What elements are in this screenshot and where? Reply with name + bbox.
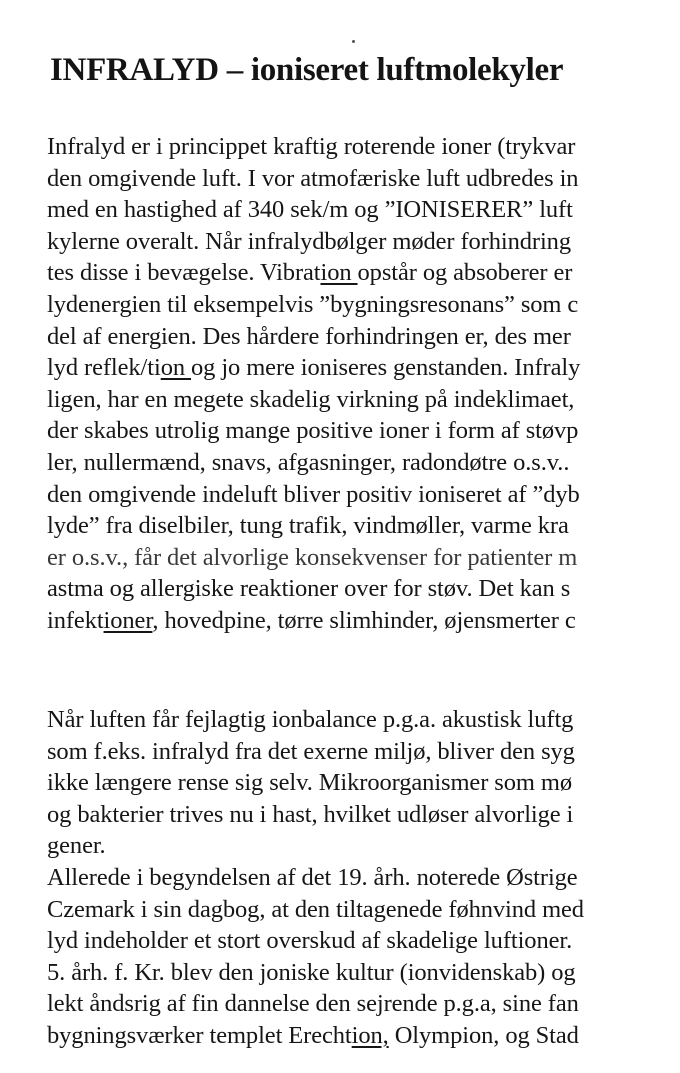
paragraph-line: er o.s.v., får det alvorlige konsekvenser for patienter m	[47, 543, 578, 571]
paragraph-line: gener.	[47, 832, 106, 860]
paragraph-line: med en hastighed af 340 sek/m og ”IONISERER” luft	[47, 196, 573, 224]
document-title: INFRALYD – ioniseret luftmolekyler	[50, 52, 564, 88]
paragraph-line: Czemark i sin dagbog, at den tiltagenede føhnvind med	[47, 895, 584, 923]
paragraph-line: kylerne overalt. Når infralydbølger møder forhindring	[47, 227, 571, 255]
paragraph-line: astma og allergiske reaktioner over for støv. Det kan s	[47, 575, 571, 603]
paragraph-line: lydenergien til eksempelvis ”bygningsresonans” som c	[47, 290, 579, 318]
paragraph-line: tes disse i bevægelse. Vibration opstår og absoberer er	[47, 259, 573, 287]
paragraph-line: lekt åndsrig af fin dannelse den sejrende p.g.a, sine fan	[47, 990, 579, 1018]
paragraph-line: ikke længere rense sig selv. Mikroorganismer som mø	[47, 769, 572, 797]
paragraph-line: lyd indeholder et stort overskud af skadelige luftioner.	[47, 927, 573, 955]
paragraph-line: Infralyd er i princippet kraftig roterende ioner (trykvar	[47, 133, 576, 160]
underlined-fragment: ion,	[351, 1021, 389, 1049]
paragraph-line: Allerede i begyndelsen af det 19. årh. noterede Østrige	[47, 863, 578, 891]
paragraph-line: 5. årh. f. Kr. blev den joniske kultur (ionvidenskab) og	[47, 958, 576, 986]
underlined-fragment: on	[160, 354, 192, 382]
paragraph-line: der skabes utrolig mange positive ioner i form af støvp	[47, 417, 579, 445]
paragraph-line: den omgivende indeluft bliver positiv ioniseret af ”dyb	[47, 480, 580, 508]
paragraph-line: Når luften får fejlagtig ionbalance p.g.a. akustisk luftg	[47, 706, 574, 733]
paragraph-line: den omgivende luft. I vor atmofæriske luft udbredes in	[47, 164, 579, 192]
paragraph-line: ler, nullermænd, snavs, afgasninger, radondøtre o.s.v..	[47, 448, 570, 476]
paragraph-line: og bakterier trives nu i hast, hvilket udløser alvorlige i	[47, 800, 574, 828]
paragraph-line: infektioner, hovedpine, tørre slimhinder, øjensmerter c	[47, 606, 576, 634]
underlined-fragment: ioner	[103, 606, 153, 634]
paragraph-line: som f.eks. infralyd fra det exerne miljø, bliver den syg	[47, 737, 575, 765]
paragraph-1	[47, 131, 580, 637]
paragraph-line: del af energien. Des hårdere forhindringen er, des mer	[47, 322, 571, 350]
paragraph-line: lyde” fra diselbiler, tung trafik, vindmøller, varme kra	[47, 512, 569, 540]
paragraph-2	[47, 704, 584, 1052]
underlined-fragment: ion	[320, 259, 358, 287]
scan-speck	[352, 40, 355, 43]
paragraph-line: bygningsværker templet Erechtion, Olympion, og Stad	[47, 1021, 579, 1049]
paragraph-line: ligen, har en megete skadelig virkning på indeklimaet,	[47, 385, 575, 413]
paragraph-line: lyd reflek/tion og jo mere ioniseres genstanden. Infraly	[47, 354, 581, 382]
